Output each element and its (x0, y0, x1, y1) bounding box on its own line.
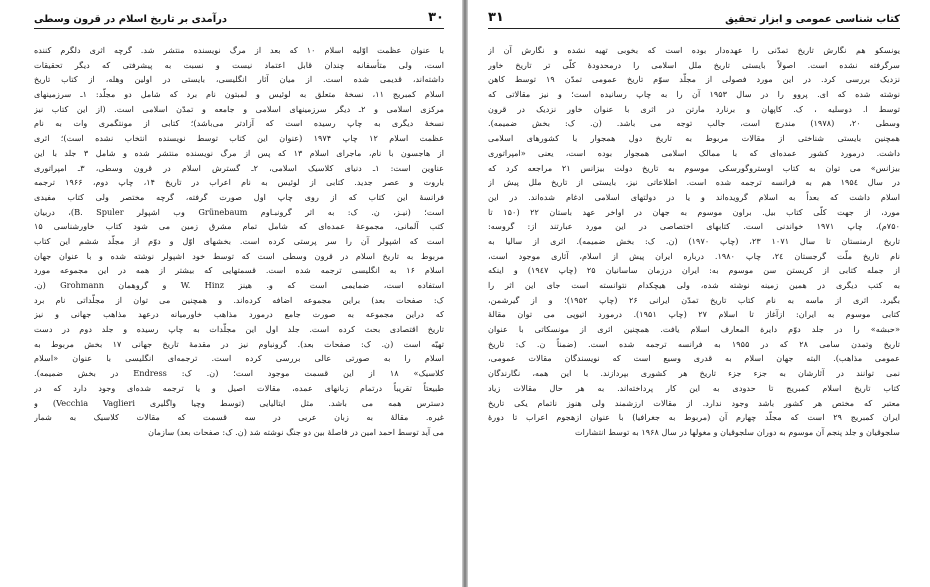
text-line: طبیعتاً تقریباً درتمام زبانهای عمده، مقالات اصیل و یا ترجمه شده‌ای وجود دارد که در (34, 382, 444, 393)
text-line: استفاده است، ضمایمی است که و. هینز W. Hinz و گروهمان Grohmann (ن. (34, 280, 444, 290)
text-line: نمی توانند در آثارشان به جزء جزء تاریخ هر کشوری بپردازند. با این همه، نگارندگان (488, 368, 900, 379)
text-line: در سال ۱۹۵٤ هم به فرانسه ترجمه شده است. اطلاعاتی نیز، بایستی از تاریخ ملل پیش از (488, 177, 900, 188)
text-line: وسطی ۲۰، (۱۹۷۸) مندرج است، جالب توجه می باشد. (ن. ک: بخش ضمیمه). (488, 118, 900, 129)
text-line: اسلام کمبریج ۱۱، نسخهٔ متعلق به لوئیس و لمبتون نام برد که شامل دو مجلّد: ۱ـ سرزمینهای (34, 89, 444, 100)
text-line: تهیّه است (ن. ک: صفحات بعد). گرونباوم نیز در مقدمهٔ تاریخ جهانی ۱۷ بخش مربوط به (34, 338, 444, 349)
text-line: عظمت اسلام ۱۲ چاپ ۱۹۷۴ (عنوان این کتاب توسط نویسنده انتخاب نشده است)؛ اثری (34, 133, 444, 144)
text-line: کتب آلمانی، مجموعهٔ عمده‌ای که شامل تمام مشرق زمین می شود کتاب خاورشناسی ۱۵ (34, 221, 444, 232)
text-line: است که اشپولر آن را سر پرستی کرده است. بخشهای اوّل و دوّم از مجلّد ششم این کتاب (34, 235, 444, 246)
right-running-head: کتاب شناسی عمومی و ابزار تحقیق (725, 14, 900, 25)
text-line: مورد، از جهت کلّی کتاب بیل. براون موسوم به جهان در اواخر عهد باستان ۲۲ (۱۵۰ تا (488, 206, 900, 217)
text-line: داشته‌اند، قدیمی شده است. از میان آثار انگلیسی، بایستی در اولین وهله، از کتاب تاریخ (34, 74, 444, 85)
text-line: باروت و عصر جدید. کتابی از لوئیس به نام اعراب در تاریخ ۱۴، چاپ دوم، ۱۹۶۶ ترجمه (34, 177, 444, 188)
left-page-header (34, 10, 444, 29)
text-line: مرکزی اسلامی و ۲ـ دیگر سرزمینهای اسلامی و جامعه و تمدّن اسلامی است. (از این کتاب نیز (34, 103, 444, 114)
text-line: کتابی موسوم به ایران: ازآغاز تا اسلام ۲۷ (چاپ ۱۹۵۱). درمورد اتیوپی می توان مقالهٔ (488, 309, 900, 320)
text-line: کتاب تاریخ اسلام کمبریج تا حدودی به این کار پرداخته‌اند. به هر حال مقالات زیاد (488, 382, 900, 393)
left-page-body (34, 43, 444, 440)
right-page-number: ۳۱ (488, 10, 504, 25)
text-line: «حبشه» را در جلد دوّم دایرة المعارف اسلام یافت. همچنین اثری از مونسکاتی با عنوان (488, 324, 900, 335)
left-running-head: درآمدی بر تاریخ اسلام در قرون وسطی (34, 14, 228, 25)
text-line: بگیرد. اثری از ماسه به نام کتاب تاریخ تمدّن ایرانی ۲۶ (چاپ ۱۹۵۲)؛ و از گیرشمن، (488, 294, 900, 305)
text-line: تاریخ اقتصادی بحث کرده است. جلد اول این مجلّدات به چاپ رسیده و جلد دوم در دست (34, 324, 444, 335)
text-line: از هاجسون با نام، ماجرای اسلام ۱۳ که پس از مرگ نویسنده منتشر شده و شامل ۳ جلد با این (34, 147, 444, 158)
text-line: همچنین بایستی شناختی از مقالات مربوط به تاریخ دول همجوار با کشورهای اسلامی (488, 133, 900, 144)
text-line: تاریخ وتمدن سامی ۲۸ که در ۱۹۵۵ به فرانسه ترجمه شده است. (ضمناً ن. ک: تاریخ (488, 338, 900, 349)
text-line: با عنوان عظمت اوّلیه اسلام ۱۰ که بعد از مرگ نویسنده منتشر شد. گرچه اثری دلگرم کننده (34, 45, 444, 55)
text-line: غیره. مقالهٔ به زبان عربی در سه قسمت که مقالات کلاسیک به شمار (34, 412, 444, 423)
right-page (468, 0, 930, 587)
right-page-body (488, 43, 900, 440)
text-line: است؛ (نیـز، ن. ک: به اثر گرونبـاوم Grünebaum وب اشپولر B. Spuler)، دربیان (34, 206, 444, 217)
text-line: سلجوقیان و جلد پنجم آن موسوم به دوران سلجوقیان و مغولها در سال ۱۹۶۸ به توسط انتشارات (574, 426, 900, 437)
left-page-number: ۳۰ (428, 10, 444, 25)
text-line: نوشته شده که ای. پروو را در سال ۱۹۵۳ آن را به چاپ رسانیده است؛ و نیز مقالاتی که (488, 89, 900, 100)
text-line: که دراین مجموعه به صورت جامع درمورد مذاهب خاورمیانه درعهد مذاهب جهانی و نیز (34, 309, 444, 320)
text-line: نسخهٔ دیگری به چاپ رسیده است که آزادتر می‌باشد)؛ کتابی از مونتگمری وات به نام (34, 118, 444, 129)
text-line: می آید توسط احمد امین در فاصلهٔ بین دو جنگ نوشته شد (ن. ک: صفحات بعد) سازمان (148, 426, 444, 437)
text-line: ایران کمبریج ۲۹ است که مجلّد چهارم آن (مربوط به جغرافیا) با عنوان ازهجوم اعراب تا دورهٔ (488, 412, 900, 423)
text-line: توسط ا. دوسلیه ، ک. کاپهان و برنارد مارتن در اثری با عنوان خاور نزدیک در قرون (488, 103, 900, 114)
text-line: مربوط به تاریخ اسلام در قرون وسطی است که توسط خود اشپولر نوشته شده و با عنوان جهان (34, 250, 444, 261)
text-line: از جمله کتابی از کریستن سن موسوم به: ایران درزمان ساسانیان ۲۵ (چاپ ۱۹٤۷) و اینکه (488, 265, 900, 276)
text-line: نام تاریخ ملّت گرجستان ۲٤، چاپ ۱۹۸۰. درباره ایران پیش از اسلام، آثاری موجود است، (488, 250, 900, 261)
text-line: بیزانس» می توان به کتاب اوستروگورسکی موسوم به تاریخ دولت بیزانس ۲۱ مراجعه کرد که (488, 162, 900, 173)
text-line: داشت. درمورد کشور عمده‌ای که با ممالک اسلامی همجوار بوده است، یعنی «امپراتوری (488, 147, 900, 158)
text-line: است، ولی متأسفانه چندان قابل اعتماد نیست و نسبت به پیشرفتی که دیگر تحقیقات (34, 59, 444, 70)
text-line: اسلام ۱۶ به انگلیسی ترجمه شده است. قسمتهایی که بیشتر از همه در این مجموعه مورد (34, 265, 444, 276)
left-page (0, 0, 462, 587)
text-line: ۷۵۰م)، چاپ ۱۹۷۱ خواندنی است. کتابهای اختصاصی در این مورد عبارتند از: گروسه: (488, 221, 900, 232)
text-line: به کتب دیگری در همین زمینه نوشته شده، ولی هیچکدام نتوانسته است جای این اثر را (488, 280, 900, 290)
text-line: ک: صفحات بعد) براین مجموعه اضافه کرده‌اند. و همچنین می توان از مجلّداتی نام برد (34, 294, 444, 305)
text-line: دسترس همه می باشد. مثل ایتالیایی (توسط وچیا واگلیری Vecchia Vaglieri) و (34, 397, 444, 408)
text-line: عمومی مذاهب). البته جهان اسلام به قدری وسیع است که نویسندگان مقالات عمومی، (488, 353, 900, 364)
text-line: معتبر که مختص هر کشور باشد وجود ندارد. از مقالات ارزشمند ولی هنوز ناتمام یکی تاریخ (488, 397, 900, 408)
right-page-header (488, 10, 900, 29)
text-line: فرانسهٔ این کتاب که از روی چاپ اول صورت گرفته، گرچه مختصر ولی کتاب مفیدی (34, 191, 444, 202)
text-line: نزدیک بررسی کرد. در این مورد فصولی از مجلّد سوّم تاریخ عمومی تمدّن ۱۹ توسط کاهن (488, 74, 900, 85)
text-line: کلاسیک» ۱۸ از این قسمت موجود است؛ (ن. ک: Endress در بخش ضمیمه). (34, 368, 444, 379)
text-line: تاریخ ارمنستان تا سال ۱۰۷۱ ۲۳، (چاپ ۱۹۷۰) (ن. ک: بخش ضمیمه). اثری از سالیا به (488, 235, 900, 246)
text-line: یونسکو هم نگارش تاریخ تمدّنی را عهده‌دار بوده است که بخوبی تهیه نشده و نگارش آن از (488, 45, 900, 55)
text-line: عناوین است: ۱ـ دنیای کلاسیک اسلامی، ۲ـ گسترش اسلام در قرون وسطی، ۳ـ امپراتوری (34, 162, 444, 173)
text-line: اسلام را به صورتی عالی بررسی کرده است. ترجمه‌ای انگلیسی با عنوان «اسلام (34, 353, 444, 364)
text-line: سرگرفته نشده است. اصولاً بایستی تاریخ ملل اسلامی را درمحدودهٔ کلّی تر تاریخ خاور (488, 59, 900, 70)
text-line: اسلام داشت که بعداً به اسلام گرویده‌اند و یا در دولتهای اسلامی ادغام شده‌اند. در این (488, 191, 900, 202)
